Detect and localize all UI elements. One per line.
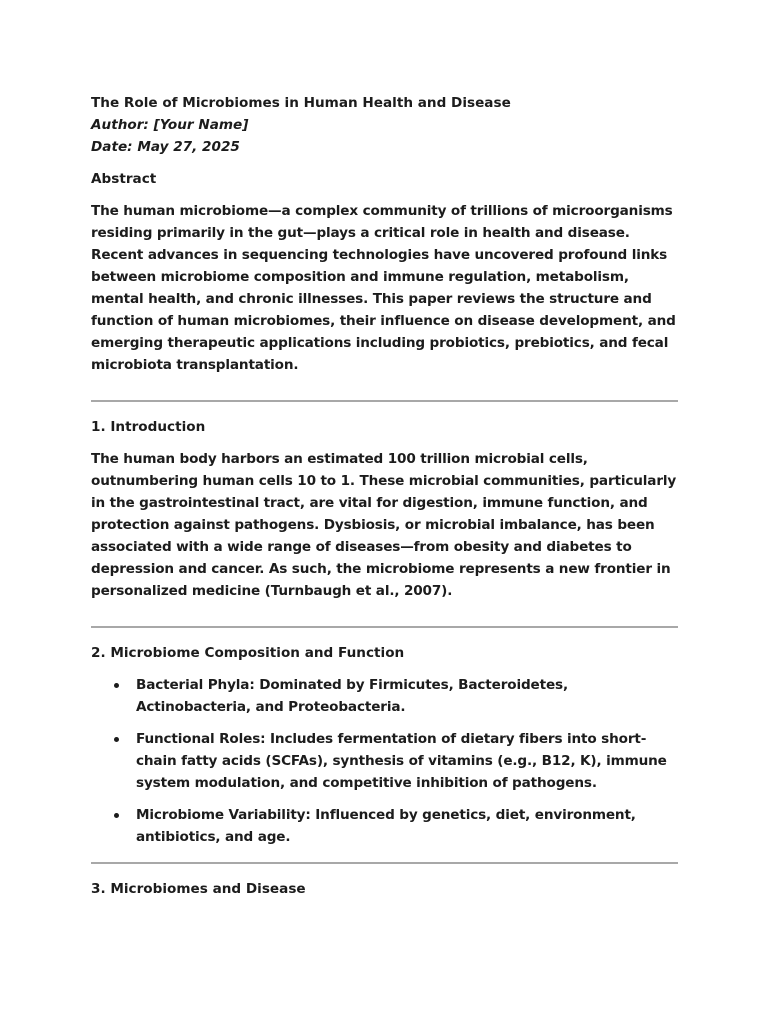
bullet-icon (114, 813, 119, 818)
bullet-text: Microbiome Variability: Influenced by genetics, diet, environment, antibiotics, and age. (136, 807, 636, 845)
introduction-heading: 1. Introduction (91, 419, 206, 435)
bullet-text: Functional Roles: Includes fermentation of dietary fibers into short-chain fatty acids (SCFAs), synthesis of vitamins (e.g., B12, K), immune system modulation, and competitive inhibition of pathogens. (136, 731, 667, 791)
section-divider (91, 862, 678, 864)
list-item (91, 728, 678, 794)
abstract-heading: Abstract (91, 171, 157, 187)
composition-bullet-list (91, 674, 678, 848)
document-author: Author: [Your Name] (91, 117, 249, 133)
bullet-icon (114, 683, 119, 688)
introduction-body: The human body harbors an estimated 100 trillion microbial cells, outnumbering human cells 10 to 1. These microbial communities, particularly in the gastrointestinal tract, are vital for digestion, immune function, and protection against pathogens. Dysbiosis, or microbial imbalance, has been associated with a wide range of diseases—from obesity and diabetes to depression and cancer. As such, the microbiome represents a new frontier in personalized medicine (Turnbaugh et al., 2007). (91, 451, 677, 599)
section-divider (91, 400, 678, 402)
document-date: Date: May 27, 2025 (91, 139, 240, 155)
section-divider (91, 626, 678, 628)
list-item (91, 804, 678, 848)
composition-heading: 2. Microbiome Composition and Function (91, 645, 405, 661)
document-title: The Role of Microbiomes in Human Health and Disease (91, 95, 511, 111)
list-item (91, 674, 678, 718)
abstract-body: The human microbiome—a complex community of trillions of microorganisms residing primarily in the gut—plays a critical role in health and disease. Recent advances in sequencing technologies have uncovered profound links between microbiome composition and immune regulation, metabolism, mental health, and chronic illnesses. This paper reviews the structure and function of human microbiomes, their influence on disease development, and emerging therapeutic applications including probiotics, prebiotics, and fecal microbiota transplantation. (91, 203, 676, 373)
disease-heading: 3. Microbiomes and Disease (91, 881, 306, 897)
bullet-text: Bacterial Phyla: Dominated by Firmicutes, Bacteroidetes, Actinobacteria, and Proteobacteria. (136, 677, 568, 715)
bullet-icon (114, 737, 119, 742)
